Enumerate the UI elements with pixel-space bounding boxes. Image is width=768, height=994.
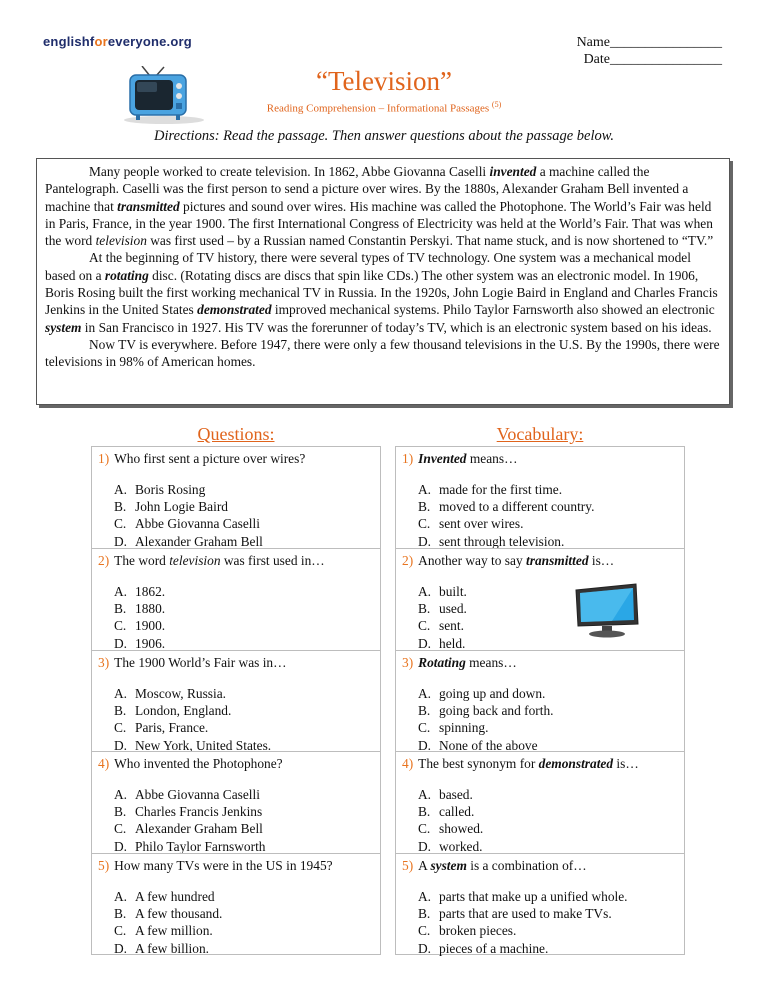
option-letter: A. [418, 584, 432, 599]
option-letter: C. [114, 720, 127, 736]
answer-option[interactable] [418, 922, 628, 939]
site-logo: englishforeveryone.org [43, 34, 192, 49]
option-letter: D. [418, 737, 432, 753]
vocabulary-item [395, 548, 685, 650]
option-letter: B. [418, 703, 431, 719]
answer-option[interactable] [114, 702, 271, 719]
question-number: 3) [402, 655, 414, 670]
option-letter: C. [418, 720, 431, 736]
answer-option[interactable] [114, 498, 263, 515]
directions: Directions: Read the passage. Then answer questions about the passage below. [154, 128, 614, 144]
answer-options [418, 481, 594, 550]
option-text: moved to a different country. [439, 499, 595, 515]
answer-option[interactable] [114, 583, 165, 600]
passage-paragraph-1: Many people worked to create television. In 1862, Abbe Giovanna Caselli invented a machine called the Pantelograph. Caselli was the first person to send a picture over wires. By the 1880s, Alexander Graham Bell invented a machine that transmitted pictures and sound over wires. His machine was called the Photophone. The World’s Fair was held in Paris, France, in the year 1900. The first International Congress of Electricity was held at the World’s Fair. That was when the word television was first used – by a Russian named Constantin Perskyi. That name stuck, and is now shortened to “TV.” [45, 164, 714, 249]
question-text: 2) The word television was first used in… [98, 553, 325, 568]
question-text: 5) A system is a combination of… [402, 858, 587, 873]
option-text: A few billion. [135, 940, 210, 956]
answer-option[interactable] [418, 820, 483, 837]
option-text: parts that are used to make TVs. [439, 906, 612, 922]
question-number: 5) [98, 858, 110, 873]
answer-option[interactable] [114, 803, 266, 820]
option-text: None of the above [439, 737, 538, 753]
option-text: Philo Taylor Farnsworth [135, 838, 266, 854]
question-number: 4) [98, 756, 110, 771]
option-letter: D. [418, 940, 432, 956]
question-number: 5) [402, 858, 414, 873]
answer-option[interactable] [114, 905, 222, 922]
option-text: 1862. [135, 584, 166, 599]
question-number: 2) [98, 553, 110, 568]
option-letter: C. [114, 516, 127, 532]
option-letter: B. [114, 703, 127, 719]
question-number: 1) [402, 451, 414, 466]
question-item [91, 548, 381, 650]
option-letter: C. [114, 618, 127, 634]
option-letter: B. [418, 906, 431, 922]
vocabulary-item [395, 446, 685, 548]
answer-options [418, 583, 467, 652]
question-text: 3) The 1900 World’s Fair was in… [98, 655, 287, 670]
name-date-fields [577, 34, 722, 68]
option-text: John Logie Baird [135, 499, 228, 515]
option-text: showed. [439, 821, 484, 837]
option-letter: D. [418, 533, 432, 549]
option-text: Abbe Giovanna Caselli [135, 516, 260, 532]
answer-option[interactable] [418, 888, 628, 905]
question-text: 4) The best synonym for demonstrated is… [402, 756, 639, 771]
option-text: made for the first time. [439, 482, 563, 497]
option-letter: C. [418, 618, 431, 634]
option-letter: C. [114, 923, 127, 939]
option-letter: A. [114, 889, 128, 904]
option-letter: B. [114, 601, 127, 617]
option-text: built. [439, 584, 467, 599]
page-subtitle: Reading Comprehension – Informational Passages $^{(5)}$ [266, 100, 502, 115]
option-letter: D. [418, 635, 432, 651]
option-text: Alexander Graham Bell [135, 821, 263, 837]
option-text: sent. [439, 618, 464, 634]
passage-paragraph-2: At the beginning of TV history, there were several types of TV technology. One system was a mechanical model based on a rotating disc. (Rotating discs are discs that spin like CDs.) The other system was an electronic model. In 1906, Boris Rosing built the first working mechanical TV in Russia. In the 1920s, John Logie Baird in England and Charles Francis Jenkins in the United States demonstrated improved mechanical systems. Philo Taylor Farnsworth also showed an electronic system in San Francisco in 1927. His TV was the forerunner of today’s TV, which is an electronic system based on his ideas. [45, 250, 718, 335]
option-letter: C. [418, 923, 431, 939]
question-item [91, 650, 381, 751]
answer-option[interactable] [418, 685, 554, 702]
question-text: 2) Another way to say transmitted is… [402, 553, 615, 568]
passage-paragraph-3: Now TV is everywhere. Before 1947, there were only a few thousand televisions in the U.S. By the 1990s, there were televisions in 98% of American homes. [45, 336, 720, 370]
option-letter: B. [114, 804, 127, 820]
option-text: called. [439, 804, 475, 820]
option-text: A few hundred [135, 889, 215, 904]
option-letter: B. [418, 601, 431, 617]
option-letter: A. [114, 787, 128, 802]
answer-option[interactable] [418, 786, 483, 803]
question-text: 3) Rotating means… [402, 655, 517, 670]
answer-options [114, 583, 165, 652]
answer-option[interactable] [418, 481, 594, 498]
option-text: going back and forth. [439, 703, 554, 719]
answer-options [418, 786, 483, 855]
answer-option[interactable] [418, 940, 628, 957]
option-text: Alexander Graham Bell [135, 533, 263, 549]
option-text: 1900. [135, 618, 166, 634]
option-text: going up and down. [439, 686, 546, 701]
option-letter: A. [418, 482, 432, 497]
option-text: A few million. [135, 923, 213, 939]
option-letter: C. [418, 821, 431, 837]
option-text: worked. [439, 838, 483, 854]
vocabulary-item [395, 751, 685, 853]
answer-option[interactable] [114, 617, 165, 634]
option-letter: B. [418, 804, 431, 820]
option-text: Paris, France. [135, 720, 209, 736]
option-text: Moscow, Russia. [135, 686, 227, 701]
option-text: held. [439, 635, 466, 651]
option-text: Abbe Giovanna Caselli [135, 787, 260, 802]
answer-option[interactable] [114, 786, 266, 803]
question-text: 1) Invented means… [402, 451, 518, 466]
option-text: sent through television. [439, 533, 565, 549]
option-letter: A. [114, 482, 128, 497]
option-letter: A. [114, 584, 128, 599]
option-text: Charles Francis Jenkins [135, 804, 263, 820]
answer-options [114, 786, 266, 855]
question-number: 2) [402, 553, 414, 568]
option-text: parts that make up a unified whole. [439, 889, 628, 904]
answer-option[interactable] [114, 922, 222, 939]
name-field[interactable]: Name________________ [576, 35, 722, 50]
option-text: 1880. [135, 601, 166, 617]
answer-option[interactable] [418, 803, 483, 820]
option-letter: B. [114, 499, 127, 515]
question-item [91, 853, 381, 955]
reading-passage [36, 158, 730, 405]
answer-option[interactable] [418, 702, 554, 719]
answer-option[interactable] [114, 940, 222, 957]
question-number: 3) [98, 655, 110, 670]
answer-option[interactable] [418, 515, 594, 532]
option-text: sent over wires. [439, 516, 524, 532]
answer-option[interactable] [114, 685, 271, 702]
question-number: 4) [402, 756, 414, 771]
option-text: broken pieces. [439, 923, 517, 939]
answer-option[interactable] [114, 888, 222, 905]
option-text: used. [439, 601, 467, 617]
answer-options [418, 888, 628, 957]
question-number: 1) [98, 451, 110, 466]
option-letter: B. [114, 906, 127, 922]
answer-options [418, 685, 554, 754]
option-letter: A. [418, 787, 432, 802]
question-item [91, 751, 381, 853]
answer-option[interactable] [418, 583, 467, 600]
option-letter: D. [114, 838, 128, 854]
option-text: pieces of a machine. [439, 940, 549, 956]
date-field[interactable]: Date________________ [583, 52, 722, 67]
question-text: 4) Who invented the Photophone? [98, 756, 283, 771]
option-text: spinning. [439, 720, 489, 736]
option-letter: A. [418, 889, 432, 904]
option-letter: A. [114, 686, 128, 701]
option-text: Boris Rosing [135, 482, 206, 497]
answer-options [114, 888, 222, 957]
answer-option[interactable] [114, 515, 263, 532]
option-text: New York, United States. [135, 737, 272, 753]
option-letter: B. [418, 499, 431, 515]
option-text: A few thousand. [135, 906, 223, 922]
option-text: 1906. [135, 635, 166, 651]
question-text: 5) How many TVs were in the US in 1945? [98, 858, 333, 873]
option-letter: D. [114, 533, 128, 549]
answer-option[interactable] [418, 905, 628, 922]
option-letter: D. [114, 635, 128, 651]
answer-option[interactable] [114, 820, 266, 837]
answer-option[interactable] [418, 600, 467, 617]
question-item [91, 446, 381, 548]
answer-options [114, 685, 271, 754]
option-letter: C. [114, 821, 127, 837]
answer-option[interactable] [114, 481, 263, 498]
option-letter: C. [418, 516, 431, 532]
answer-option[interactable] [114, 719, 271, 736]
option-letter: D. [114, 940, 128, 956]
vocabulary-item [395, 650, 685, 751]
answer-option[interactable] [418, 617, 467, 634]
vocabulary-heading: Vocabulary: [496, 424, 584, 444]
answer-option[interactable] [418, 719, 554, 736]
flat-screen-monitor-icon [572, 582, 640, 640]
option-text: based. [439, 787, 473, 802]
option-letter: D. [114, 737, 128, 753]
question-text: 1) Who first sent a picture over wires? [98, 451, 306, 466]
vocabulary-item [395, 853, 685, 955]
option-letter: D. [418, 838, 432, 854]
questions-heading: Questions: [197, 424, 275, 444]
option-letter: A. [418, 686, 432, 701]
page-title: “Television” [315, 66, 453, 96]
answer-options [114, 481, 263, 550]
option-text: London, England. [135, 703, 232, 719]
answer-option[interactable] [114, 600, 165, 617]
answer-option[interactable] [418, 498, 594, 515]
